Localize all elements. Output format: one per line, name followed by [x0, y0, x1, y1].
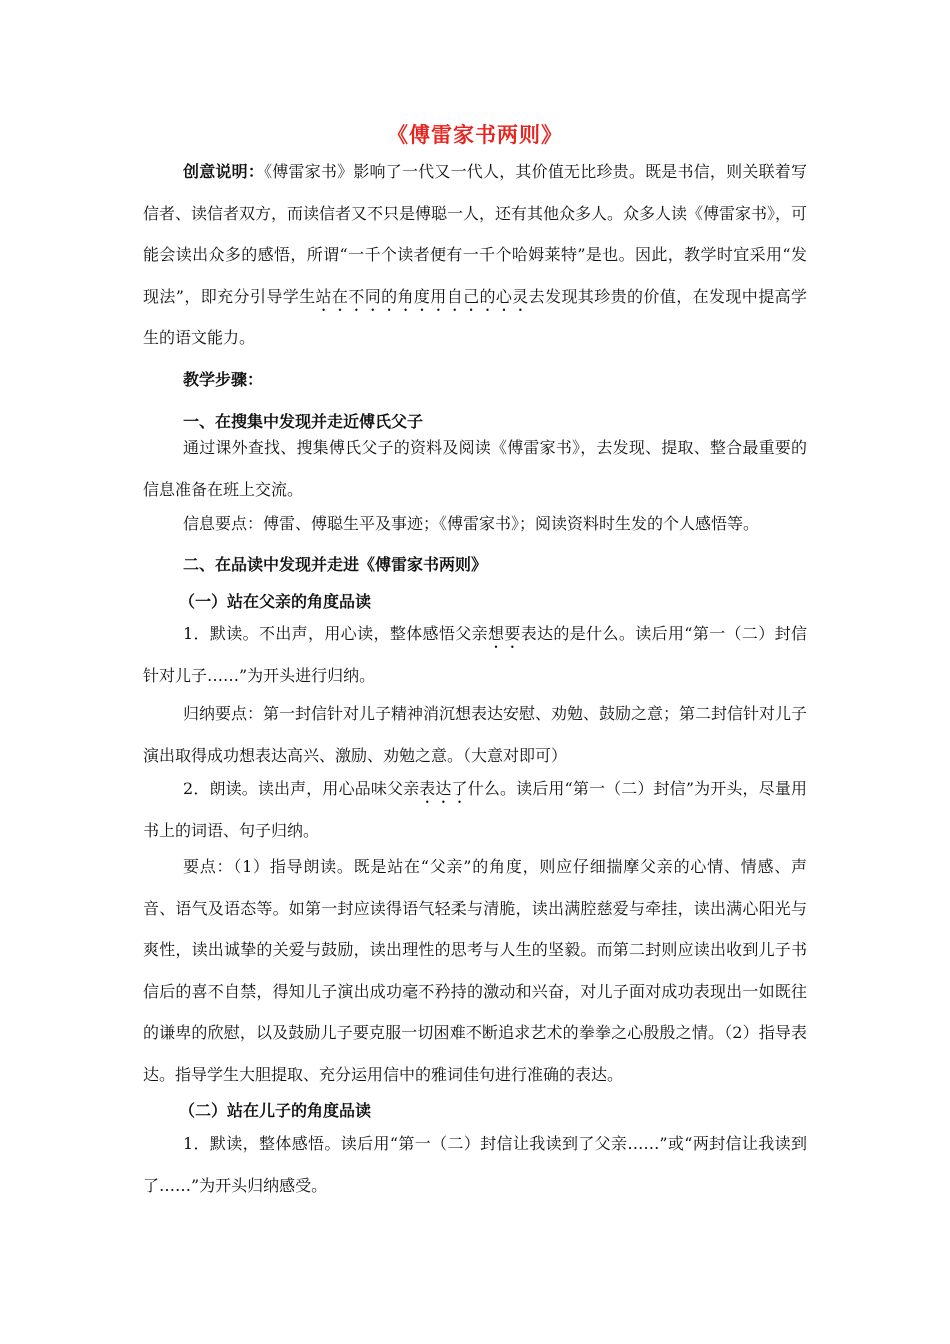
step3-silent-reading: 1．默读，整体感悟。读后用“第一（二）封信让我读到了父亲……”或“两封信让我读到了……”为开头归纳感受。: [143, 1134, 807, 1195]
step2-text-end: 什么。读后用“第一（二）封信”为开头，尽量用书上的词语、句子归纳。: [143, 779, 807, 840]
step1-text-end: 表达的是什么。读后用“第一（二）封信针对儿子……”为开头进行归纳。: [143, 624, 807, 685]
creative-note-label: 创意说明：: [183, 162, 265, 181]
step2-points: 要点：（1）指导朗读。既是站在“父亲”的角度，则应仔细揣摩父亲的心情、情感、声音、语气及语态等。如第一封应读得语气轻柔与清脆，读出满腔慈爱与牵挂，读出满心阳光与爽性，读出诚挚的关爱与鼓励，读出理性的思考与人生的坚毅。而第二封则应读出收到儿子书信后的喜不自禁，得知儿子演出成功毫不矜持的激动和兴奋，对儿子面对成功表现出一如既往的谦卑的欣慰，以及鼓励儿子要克服一切困难不断追求艺术的拳拳之心殷殷之情。（2）指导表达。指导学生大胆提取、充分运用信中的雅词佳句进行准确的表达。: [143, 857, 807, 1084]
section1-heading: 一、在搜集中发现并走近傅氏父子: [183, 412, 424, 431]
step1-summary: 归纳要点：第一封信针对儿子精神消沉想表达安慰、劝勉、鼓励之意；第二封信针对儿子演出取得成功想表达高兴、激励、劝勉之意。（大意对即可）: [143, 704, 808, 765]
creative-note-text-end: 去发现其珍贵的价值，在发现中提高学生的语文能力。: [143, 286, 807, 347]
step1-emphasis: 想要: [488, 624, 521, 643]
step2-emphasis: 表达了: [419, 779, 468, 798]
creative-note-text: 《傅雷家书》影响了一代又一代人，其价值无比珍贵。既是书信，则关联着写信者、读信者双方，而读信者又不只是傅聪一人，还有其他众多人。众多人读《傅雷家书》，可能会读出众多的感悟，所谓“一千个读者便有一千个哈姆莱特”是也。因此，教学时宜采用“发现法”，即充分引导学生: [143, 162, 808, 306]
section2-heading: 二、在品读中发现并走进《傅雷家书两则》: [183, 555, 488, 574]
step1-text: 1．默读。不出声，用心读，整体感悟父亲: [183, 624, 488, 643]
creative-note-paragraph: [143, 151, 807, 359]
step1-silent-reading: [143, 613, 807, 696]
section1-paragraph: 通过课外查找、搜集傅氏父子的资料及阅读《傅雷家书》，去发现、提取、整合最重要的信息准备在班上交流。: [143, 438, 807, 499]
section1-info-points: 信息要点：傅雷、傅聪生平及事迹；《傅雷家书》；阅读资料时生发的个人感悟等。: [183, 514, 760, 533]
section2-sub1-heading: （一）站在父亲的角度品读: [179, 592, 372, 611]
creative-note-emphasis: 站在不同的角度用自己的心灵: [315, 286, 529, 306]
document-title: 《傅雷家书两则》: [387, 123, 563, 147]
step2-text: 2．朗读。读出声，用心品味父亲: [183, 779, 420, 798]
step2-reading-aloud: [143, 768, 807, 851]
steps-heading: 教学步骤：: [183, 370, 264, 389]
section2-sub2-heading: （二）站在儿子的角度品读: [179, 1101, 372, 1120]
